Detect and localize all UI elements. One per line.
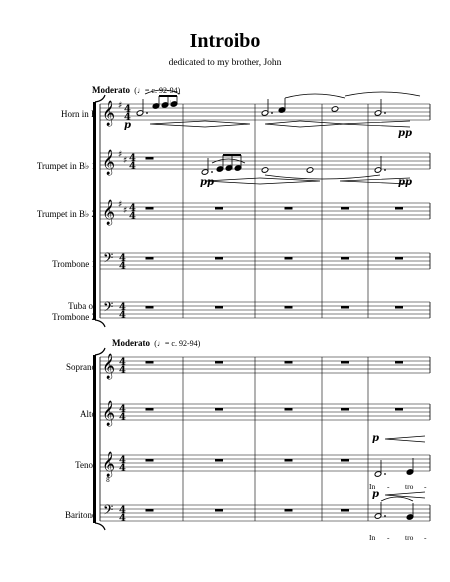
augmentation-dot <box>271 112 273 114</box>
tempo-word: Moderato <box>92 85 130 95</box>
sharp-icon: ♯ <box>118 150 123 160</box>
augmentation-dot <box>384 112 386 114</box>
time-signature-top: 4 <box>119 455 126 466</box>
dedication-text: dedicated to my brother, John <box>168 58 282 68</box>
bass-clef-icon: 𝄢 <box>103 250 114 269</box>
instrument-label-tuba <box>18 301 96 323</box>
sharp-icon: ♯ <box>123 206 128 216</box>
dynamic-pp-horn: pp <box>398 128 412 139</box>
whole-rest <box>146 157 154 160</box>
time-signature-top: 4 <box>119 253 126 264</box>
beam <box>223 154 241 156</box>
whole-rest <box>146 306 154 309</box>
whole-rest <box>215 207 223 210</box>
whole-rest <box>395 306 403 309</box>
lyric-baritone-1: In <box>369 533 376 542</box>
staff-7 <box>100 404 430 420</box>
augmentation-dot <box>211 171 213 173</box>
whole-rest <box>285 459 293 462</box>
time-signature-bottom: 4 <box>119 261 126 272</box>
lyric-tenor-2: tro <box>405 482 414 491</box>
beam <box>159 95 177 97</box>
time-signature-top: 4 <box>124 104 131 115</box>
octave-marker: 8 <box>106 477 110 484</box>
whole-rest <box>285 306 293 309</box>
score-title: Introibo <box>189 30 261 52</box>
instrument-label-tuba-line1: Tuba or <box>68 301 96 311</box>
dynamic-pp-trumpet-end: pp <box>398 177 412 188</box>
whole-rest <box>146 257 154 260</box>
decrescendo-hairpin <box>300 121 345 127</box>
instrument-label-trumpet-2: Trumpet in B♭ 2 <box>36 209 96 219</box>
crescendo-hairpin <box>385 436 425 442</box>
trumpet-whole-note <box>306 167 314 174</box>
whole-rest <box>341 306 349 309</box>
whole-rest <box>215 361 223 364</box>
whole-rest <box>395 207 403 210</box>
whole-rest <box>285 361 293 364</box>
slur <box>285 94 345 98</box>
time-signature-bottom: 4 <box>129 211 136 222</box>
whole-rest <box>215 257 223 260</box>
sharp-icon: ♯ <box>118 101 123 111</box>
slur <box>381 497 413 501</box>
instrument-label-baritone: Baritone <box>65 510 96 520</box>
treble-clef-icon: 𝄞 <box>102 101 116 126</box>
flat-icon: ♭ <box>170 99 174 108</box>
whole-rest <box>395 361 403 364</box>
augmentation-dot <box>384 169 386 171</box>
crescendo-hairpin <box>385 492 425 498</box>
lyric-baritone-hyphen-1: - <box>387 533 390 542</box>
crescendo-hairpin <box>265 121 300 127</box>
slur <box>265 175 380 179</box>
time-signature-top: 4 <box>129 203 136 214</box>
treble-clef-icon: 𝄞 <box>102 452 116 477</box>
natural-icon: ♮ <box>230 163 233 172</box>
sharp-icon: ♯ <box>118 200 123 210</box>
augmentation-dot <box>146 112 148 114</box>
instrument-label-tenor: Tenor <box>75 460 96 470</box>
time-signature-top: 4 <box>119 505 126 516</box>
treble-clef-icon: 𝄞 <box>102 150 116 175</box>
augmentation-dot <box>384 515 386 517</box>
lyric-tenor-hyphen-1: - <box>387 482 390 491</box>
staff-4 <box>100 253 430 269</box>
time-signature-top: 4 <box>129 153 136 164</box>
crescendo-hairpin <box>340 121 410 127</box>
choir-bracket-bottom-hook <box>95 523 105 530</box>
decrescendo-hairpin <box>205 121 250 127</box>
bass-clef-icon: 𝄢 <box>103 299 114 318</box>
whole-rest <box>146 509 154 512</box>
instrument-label-soprano: Soprano <box>66 362 96 372</box>
time-signature-top: 4 <box>119 404 126 415</box>
staff-5 <box>100 302 430 318</box>
whole-rest <box>215 306 223 309</box>
whole-rest <box>341 257 349 260</box>
dynamic-pp-trumpet: pp <box>200 177 214 188</box>
instrument-label-alto: Alto <box>79 409 96 419</box>
time-signature-bottom: 4 <box>119 365 126 376</box>
staff-9 <box>100 505 430 521</box>
whole-rest <box>146 459 154 462</box>
whole-rest <box>285 257 293 260</box>
sharp-icon: ♯ <box>123 156 128 166</box>
horn-whole-note <box>331 106 339 113</box>
instrument-label-trombone-1: Trombone 1 <box>52 259 96 269</box>
time-signature-top: 4 <box>119 357 126 368</box>
staff-2 <box>100 153 430 169</box>
lyric-baritone-hyphen-2: - <box>424 533 427 542</box>
crescendo-hairpin <box>150 121 205 127</box>
time-signature-bottom: 4 <box>119 310 126 321</box>
lyric-tenor-hyphen-2: - <box>424 482 427 491</box>
whole-rest <box>341 459 349 462</box>
whole-rest <box>215 509 223 512</box>
trumpet-whole-note <box>261 167 269 174</box>
dynamic-p-tenor: p <box>372 433 379 444</box>
whole-rest <box>341 361 349 364</box>
lyric-baritone-2: tro <box>405 533 414 542</box>
metronome-mark: (♩= c. 92-94) <box>134 86 181 95</box>
time-signature-bottom: 4 <box>119 412 126 423</box>
whole-rest <box>285 207 293 210</box>
whole-rest <box>395 408 403 411</box>
instrument-label-tuba-line2: Trombone 2 <box>52 312 96 322</box>
tempo-word: Moderato <box>112 338 150 348</box>
time-signature-bottom: 4 <box>119 513 126 524</box>
choir-bracket <box>93 355 96 523</box>
whole-rest <box>285 509 293 512</box>
tempo-marking-voices <box>112 338 200 348</box>
whole-rest <box>341 207 349 210</box>
whole-rest <box>341 509 349 512</box>
treble-clef-icon: 𝄞 <box>102 401 116 426</box>
time-signature-top: 4 <box>119 302 126 313</box>
instrument-label-horn: Horn in F <box>60 109 96 119</box>
bass-clef-icon: 𝄢 <box>103 502 114 521</box>
whole-rest <box>341 408 349 411</box>
metronome-mark: (♩= c. 92-94) <box>154 339 201 348</box>
whole-rest <box>395 257 403 260</box>
staff-8 <box>100 455 430 471</box>
time-signature-bottom: 4 <box>129 161 136 172</box>
instrument-label-trumpet-1: Trumpet in B♭ 1 <box>36 161 96 171</box>
dynamic-p-baritone: p <box>372 489 379 500</box>
whole-rest <box>215 408 223 411</box>
staff-6 <box>100 357 430 373</box>
staff-3 <box>100 203 430 219</box>
brass-bracket-bottom-hook <box>95 320 105 327</box>
lyric-tenor-1: In <box>369 482 376 491</box>
slur <box>345 92 420 96</box>
whole-rest <box>146 408 154 411</box>
whole-rest <box>285 408 293 411</box>
staff-lines <box>100 104 430 521</box>
whole-rest <box>146 361 154 364</box>
tempo-marking-instruments <box>92 85 180 95</box>
treble-clef-icon: 𝄞 <box>102 200 116 225</box>
time-signature-bottom: 4 <box>119 463 126 474</box>
augmentation-dot <box>384 473 386 475</box>
whole-rest <box>215 459 223 462</box>
dynamic-p-horn: p <box>124 120 131 131</box>
time-signature-bottom: 4 <box>124 112 131 123</box>
whole-rest <box>146 207 154 210</box>
treble-clef-icon: 𝄞 <box>102 354 116 379</box>
